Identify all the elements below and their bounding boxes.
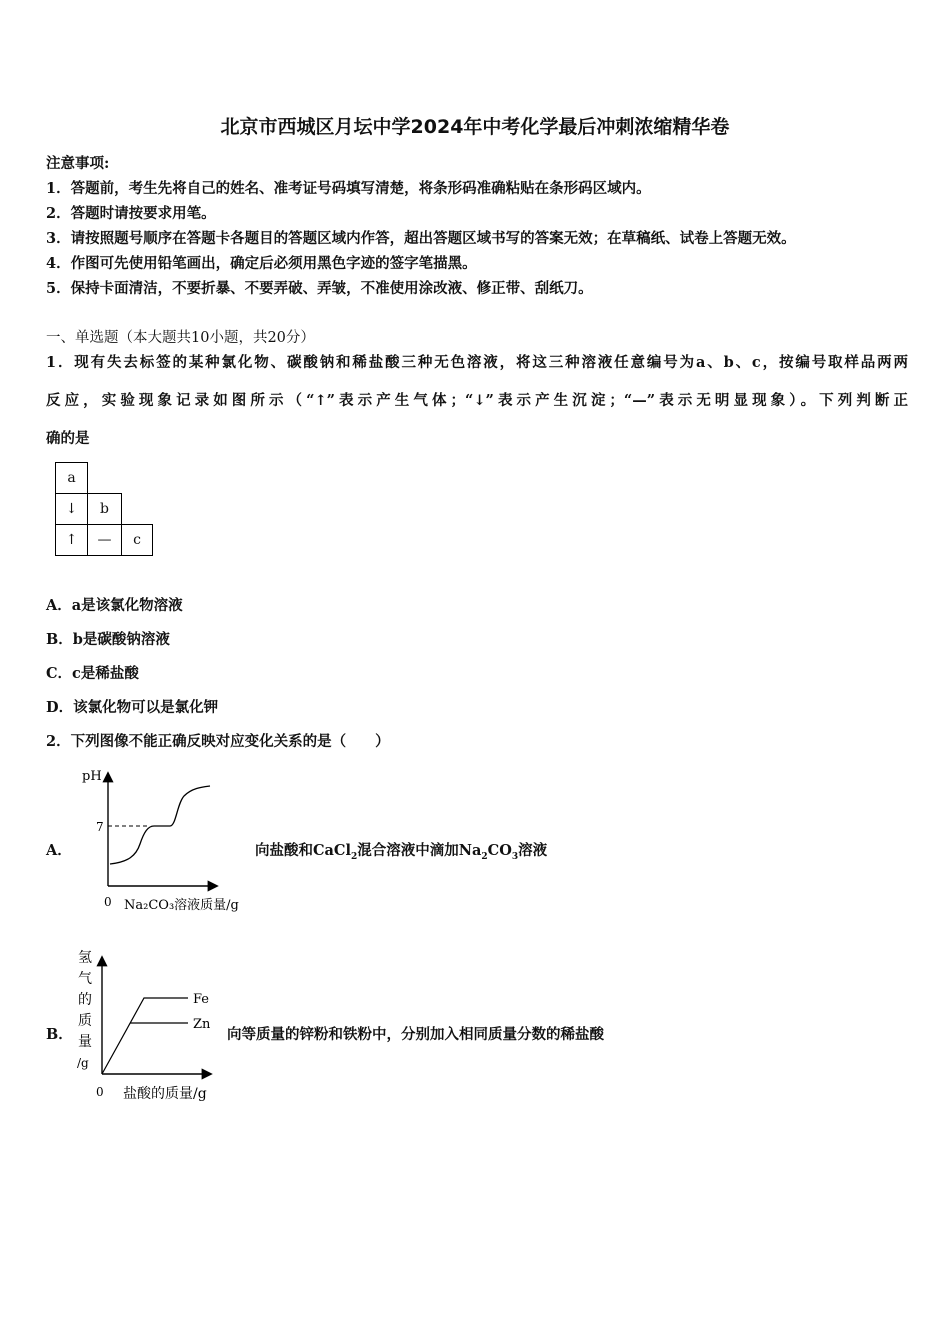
cell-no-change: — bbox=[87, 524, 122, 556]
cell-precipitate: ↓ bbox=[55, 493, 88, 525]
cell-gas: ↑ bbox=[55, 524, 88, 556]
q2-option-a-label: A． bbox=[46, 842, 72, 859]
h2-y-label-5: 量 bbox=[78, 1034, 92, 1050]
q2-option-b-label: B． bbox=[46, 1026, 73, 1043]
cell-b: b bbox=[87, 493, 122, 525]
desc-a-sub3: 3 bbox=[511, 851, 519, 862]
notice-item-1: 1．答题前，考生先将自己的姓名、准考证号码填写清楚，将条形码准确粘贴在条形码区域内。 bbox=[46, 180, 651, 197]
h2-y-label-1: 氢 bbox=[78, 950, 92, 966]
desc-a-part1: 向盐酸和CaCl bbox=[255, 842, 351, 859]
h2-y-label-6: /g bbox=[77, 1056, 89, 1070]
desc-a-sub2: 2 bbox=[481, 851, 488, 862]
h2-origin: 0 bbox=[96, 1085, 104, 1099]
ph-curve bbox=[110, 786, 210, 864]
h2-y-label-3: 的 bbox=[78, 992, 92, 1008]
q1-stem-line3: 确的是 bbox=[46, 430, 90, 447]
q1-stem-line2: 反应，实验现象记录如图所示（“↑”表示产生气体；“↓”表示产生沉淀；“—”表示无明显现象）。下列判断正 bbox=[46, 392, 908, 409]
q1-stem-line1: 1．现有失去标签的某种氯化物、碳酸钠和稀盐酸三种无色溶液，将这三种溶液任意编号为a、b、c，按编号取样品两两 bbox=[46, 354, 908, 371]
ph-7-tick: 7 bbox=[96, 820, 104, 834]
q2-stem: 2．下列图像不能正确反映对应变化关系的是（ ） bbox=[46, 733, 390, 750]
notice-item-2: 2．答题时请按要求用笔。 bbox=[46, 205, 216, 222]
cell-a: a bbox=[55, 462, 88, 494]
h2-y-label-4: 质 bbox=[78, 1013, 92, 1029]
q1-option-b: B．b是碳酸钠溶液 bbox=[46, 631, 170, 648]
ph-y-label: pH bbox=[82, 769, 102, 784]
h2-x-label: 盐酸的质量/g bbox=[123, 1086, 207, 1102]
notice-item-3: 3．请按照题号顺序在答题卡各题目的答题区域内作答，超出答题区域书写的答案无效；在草稿纸、试卷上答题无效。 bbox=[46, 230, 796, 247]
desc-a-part2: 混合溶液中滴加Na bbox=[357, 842, 482, 859]
notice-heading: 注意事项: bbox=[46, 155, 110, 172]
notice-item-4: 4．作图可先使用铅笔画出，确定后必须用黑色字迹的签字笔描黑。 bbox=[46, 255, 477, 272]
q1-option-c: C．c是稀盐酸 bbox=[46, 665, 139, 682]
fe-label: Fe bbox=[193, 992, 210, 1007]
desc-a-part3: CO bbox=[487, 842, 512, 859]
page-title: 北京市西城区月坛中学2024年中考化学最后冲刺浓缩精华卷 bbox=[220, 116, 730, 138]
ph-origin: 0 bbox=[104, 895, 112, 909]
q2-option-b-desc: 向等质量的锌粉和铁粉中，分别加入相同质量分数的稀盐酸 bbox=[227, 1026, 604, 1043]
ph-graph bbox=[78, 764, 258, 916]
hydrogen-graph bbox=[70, 946, 230, 1106]
fe-line bbox=[102, 998, 188, 1074]
q1-option-d: D．该氯化物可以是氯化钾 bbox=[46, 699, 219, 716]
cell-c: c bbox=[121, 524, 153, 556]
section-heading: 一、单选题（本大题共10小题，共20分） bbox=[46, 330, 315, 346]
q2-option-a-desc bbox=[255, 839, 547, 862]
zn-label: Zn bbox=[193, 1017, 211, 1032]
notice-item-5: 5．保持卡面清洁，不要折暴、不要弄破、弄皱，不准使用涂改液、修正带、刮纸刀。 bbox=[46, 280, 593, 297]
desc-a-part4: 溶液 bbox=[518, 842, 548, 859]
q1-option-a: A．a是该氯化物溶液 bbox=[46, 597, 183, 614]
desc-a-sub1: 2 bbox=[350, 851, 358, 862]
ph-x-label: Na₂CO₃溶液质量/g bbox=[124, 898, 239, 913]
h2-y-label-2: 气 bbox=[78, 971, 92, 987]
